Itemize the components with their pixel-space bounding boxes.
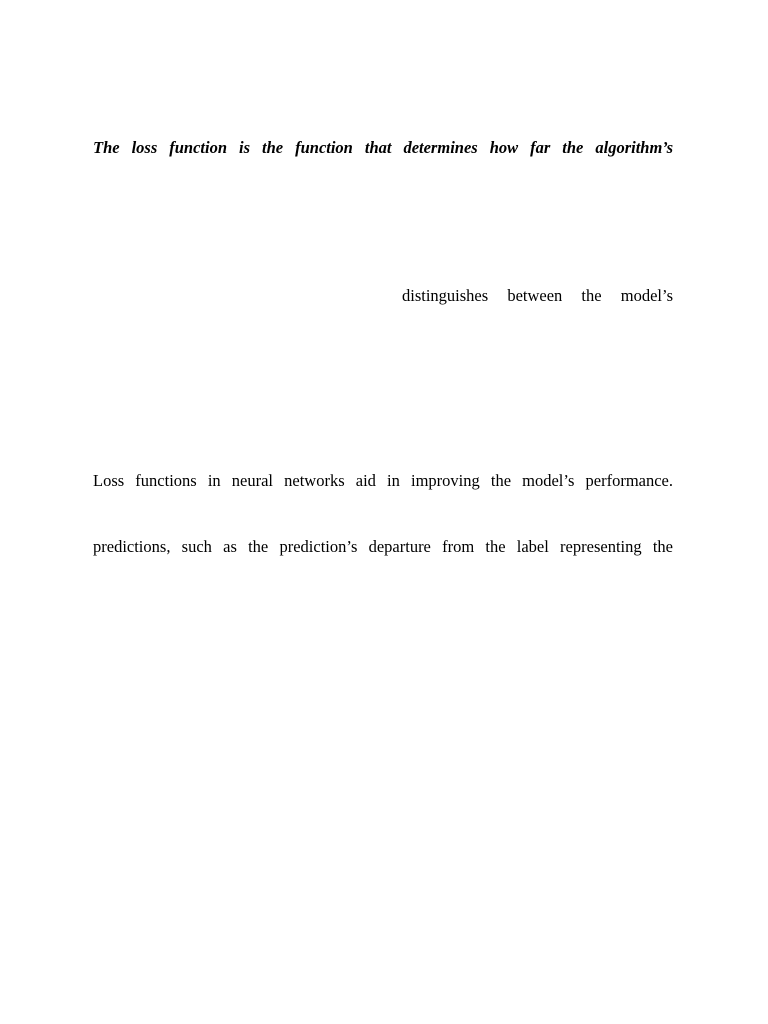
text-line-emphasized: The loss function is the function that determines how far the algorithm’s [93,138,673,157]
text-line: predictions, such as the prediction’s departure from the label representing the [93,537,673,556]
text-line-fragment [93,286,673,306]
text-line-fragment-text: distinguishes between the model’s [402,286,673,305]
text-line: Loss functions in neural networks aid in improving the model’s performance. [93,471,673,490]
